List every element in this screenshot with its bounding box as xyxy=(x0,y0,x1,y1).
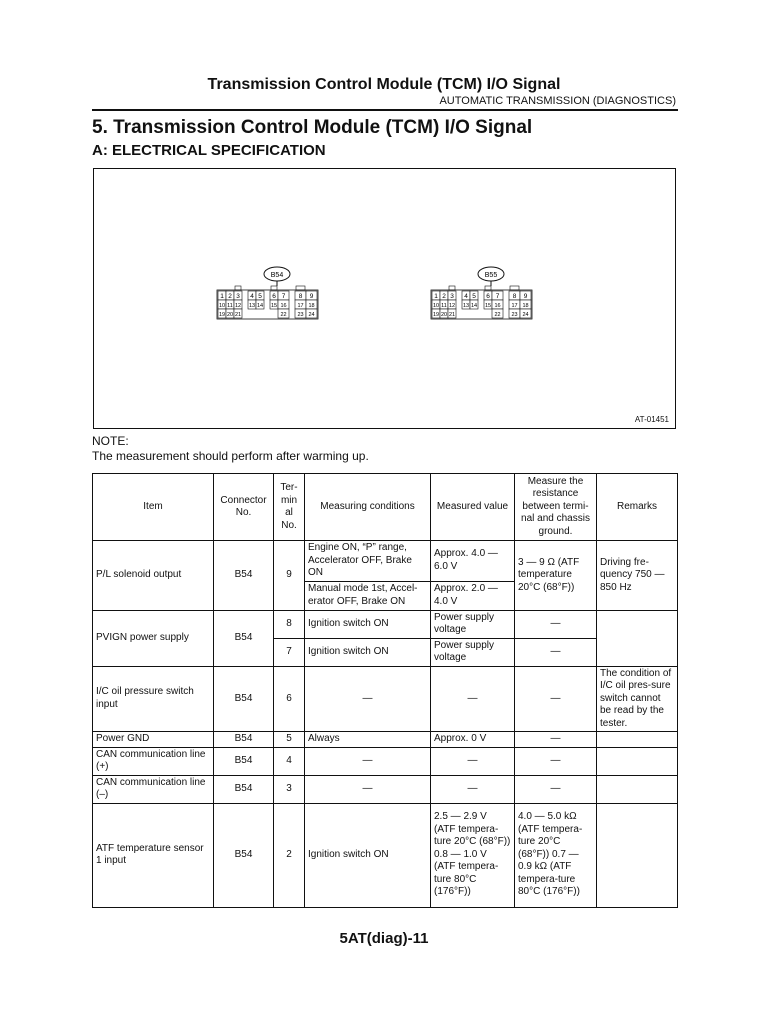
connector-pin-number: 1 xyxy=(434,293,438,300)
cell-value: Power supply voltage xyxy=(431,638,515,666)
spec-table xyxy=(92,473,678,908)
connector-pin-number: 23 xyxy=(297,312,304,318)
connector-pin-number: 9 xyxy=(523,293,528,300)
connector-pin-number: 18 xyxy=(308,303,315,309)
connector-pin-number: 24 xyxy=(522,312,529,318)
cell-remarks xyxy=(597,747,678,775)
cell-value: Approx. 0 V xyxy=(431,732,515,748)
cell-condition: — xyxy=(305,666,431,732)
running-header-subtitle: AUTOMATIC TRANSMISSION (DIAGNOSTICS) xyxy=(439,95,676,107)
cell-resistance: — xyxy=(515,638,597,666)
cell-terminal: 2 xyxy=(274,803,305,907)
connector-pin-number: 3 xyxy=(236,293,240,300)
connector-label: B55 xyxy=(484,272,498,279)
connector-pin-number: 3 xyxy=(450,293,454,300)
connector-pin-number: 4 xyxy=(464,293,468,300)
header-terminal: Ter-min al No. xyxy=(274,474,305,541)
header-rule xyxy=(92,109,678,111)
header-value: Measured value xyxy=(431,474,515,541)
table-row xyxy=(93,775,678,803)
connector-pin-number: 18 xyxy=(522,303,529,309)
connector-pin-number: 14 xyxy=(256,303,264,309)
table-row xyxy=(93,541,678,582)
cell-condition: Manual mode 1st, Accel-erator OFF, Brake ON xyxy=(305,581,431,610)
connector-pin-number: 15 xyxy=(270,303,278,309)
header-remarks: Remarks xyxy=(597,474,678,541)
connector-pin-number: 4 xyxy=(250,293,254,300)
cell-connector: B54 xyxy=(214,541,274,611)
cell-connector: B54 xyxy=(214,610,274,666)
cell-terminal: 6 xyxy=(274,666,305,732)
table-row xyxy=(93,666,678,732)
connector-figure xyxy=(93,168,676,429)
connector-pin-number: 22 xyxy=(280,312,287,318)
connector-pin-number: 13 xyxy=(248,303,256,309)
cell-terminal: 4 xyxy=(274,747,305,775)
connector-pin-number: 11 xyxy=(227,303,233,309)
cell-value: — xyxy=(431,775,515,803)
table-row xyxy=(93,732,678,748)
connector-pin-number: 2 xyxy=(442,293,446,300)
connector-pin-number: 13 xyxy=(462,303,470,309)
section-title: 5. Transmission Control Module (TCM) I/O Signal xyxy=(92,117,533,138)
cell-resistance: 4.0 — 5.0 kΩ (ATF tempera-ture 20°C (68°F)) 0.7 — 0.9 kΩ (ATF tempera-ture 80°C (176°F)) xyxy=(515,803,597,907)
page-footer: 5AT(diag)-11 xyxy=(339,930,429,947)
cell-connector: B54 xyxy=(214,732,274,748)
cell-terminal: 7 xyxy=(274,638,305,666)
connector-pin-number: 11 xyxy=(441,303,447,309)
header-conditions: Measuring conditions xyxy=(305,474,431,541)
table-row xyxy=(93,803,678,907)
connector-pin-number: 10 xyxy=(432,303,440,309)
cell-connector: B54 xyxy=(214,747,274,775)
cell-resistance: — xyxy=(515,747,597,775)
note-text: The measurement should perform after warming up. xyxy=(92,449,369,463)
cell-condition: — xyxy=(305,747,431,775)
running-header-title: Transmission Control Module (TCM) I/O Signal xyxy=(207,76,561,93)
cell-terminal: 8 xyxy=(274,610,305,638)
cell-value: Power supply voltage xyxy=(431,610,515,638)
cell-item: I/C oil pressure switch input xyxy=(93,666,214,732)
connector-pin-number: 14 xyxy=(470,303,478,309)
connector-pin-number: 1 xyxy=(220,293,224,300)
cell-condition: Ignition switch ON xyxy=(305,638,431,666)
connector-pin-number: 20 xyxy=(440,312,448,318)
cell-item: ATF temperature sensor 1 input xyxy=(93,803,214,907)
connector-pin-number: 21 xyxy=(448,312,456,318)
cell-terminal: 3 xyxy=(274,775,305,803)
connector-pin-number: 17 xyxy=(511,303,518,309)
header-connector: Connector No. xyxy=(214,474,274,541)
cell-connector: B54 xyxy=(214,803,274,907)
connector-pin-number: 9 xyxy=(309,293,314,300)
connector-pin-number: 5 xyxy=(472,293,476,300)
cell-resistance: — xyxy=(515,666,597,732)
cell-remarks xyxy=(597,775,678,803)
cell-value: 2.5 — 2.9 V (ATF tempera-ture 20°C (68°F)) 0.8 — 1.0 V (ATF tempera-ture 80°C (176°F)) xyxy=(431,803,515,907)
connector-pin-number: 7 xyxy=(495,293,500,300)
cell-item: Power GND xyxy=(93,732,214,748)
cell-value: — xyxy=(431,666,515,732)
cell-condition: Engine ON, “P” range, Accelerator OFF, Brake ON xyxy=(305,541,431,582)
connector-pin-number: 6 xyxy=(272,293,276,300)
connector-pin-number: 8 xyxy=(512,293,517,300)
cell-item: CAN communication line (–) xyxy=(93,775,214,803)
cell-resistance: 3 — 9 Ω (ATF temperature 20°C (68°F)) xyxy=(515,541,597,611)
note-label: NOTE: xyxy=(92,434,129,448)
connector-pin-number: 5 xyxy=(258,293,262,300)
subsection-title: A: ELECTRICAL SPECIFICATION xyxy=(92,142,326,159)
connector-label: B54 xyxy=(270,272,284,279)
connector-pin-number: 7 xyxy=(281,293,286,300)
connector-pin-number: 15 xyxy=(484,303,492,309)
cell-remarks: The condition of I/C oil pres-sure switch cannot be read by the tester. xyxy=(597,666,678,732)
connector-pin-number: 21 xyxy=(234,312,242,318)
cell-connector: B54 xyxy=(214,666,274,732)
connector-pin-number: 19 xyxy=(432,312,440,318)
connector-pin-number: 19 xyxy=(218,312,226,318)
header-item: Item xyxy=(93,474,214,541)
figure-code: AT-01451 xyxy=(634,415,669,424)
cell-value: Approx. 2.0 — 4.0 V xyxy=(431,581,515,610)
connector-latch xyxy=(510,286,519,290)
cell-condition: — xyxy=(305,775,431,803)
header-resistance: Measure the resistance between termi-nal and chassis ground. xyxy=(515,474,597,541)
cell-terminal: 5 xyxy=(274,732,305,748)
connector-pin-number: 17 xyxy=(297,303,304,309)
cell-condition: Ignition switch ON xyxy=(305,803,431,907)
connector-pin-number: 24 xyxy=(308,312,315,318)
cell-resistance: — xyxy=(515,732,597,748)
cell-remarks xyxy=(597,610,678,666)
connector-pin-number: 12 xyxy=(234,303,242,309)
cell-connector: B54 xyxy=(214,775,274,803)
cell-remarks xyxy=(597,803,678,907)
connector-pin-number: 20 xyxy=(226,312,234,318)
connector-latch xyxy=(485,286,491,290)
connector-latch xyxy=(449,286,455,290)
connector-pin-number: 8 xyxy=(298,293,303,300)
cell-value: Approx. 4.0 — 6.0 V xyxy=(431,541,515,582)
connector-latch xyxy=(296,286,305,290)
connector-pin-number: 6 xyxy=(486,293,490,300)
cell-resistance: — xyxy=(515,775,597,803)
connector-latch xyxy=(271,286,277,290)
connector-pin-number: 10 xyxy=(218,303,226,309)
connector-pin-number: 16 xyxy=(494,303,501,309)
connector-pin-number: 16 xyxy=(280,303,287,309)
connector-pin-number: 22 xyxy=(494,312,501,318)
cell-item: PVIGN power supply xyxy=(93,610,214,666)
cell-item: CAN communication line (+) xyxy=(93,747,214,775)
table-row xyxy=(93,610,678,638)
connector-pin-number: 2 xyxy=(228,293,232,300)
table-row xyxy=(93,747,678,775)
cell-remarks xyxy=(597,732,678,748)
connector-pin-number: 12 xyxy=(448,303,456,309)
cell-value: — xyxy=(431,747,515,775)
cell-condition: Always xyxy=(305,732,431,748)
cell-remarks: Driving fre-quency 750 — 850 Hz xyxy=(597,541,678,611)
cell-terminal: 9 xyxy=(274,541,305,611)
connector-diagram xyxy=(94,169,675,428)
table-header-row xyxy=(93,474,678,541)
connector-latch xyxy=(235,286,241,290)
connector-pin-number: 23 xyxy=(511,312,518,318)
cell-condition: Ignition switch ON xyxy=(305,610,431,638)
cell-resistance: — xyxy=(515,610,597,638)
cell-item: P/L solenoid output xyxy=(93,541,214,611)
